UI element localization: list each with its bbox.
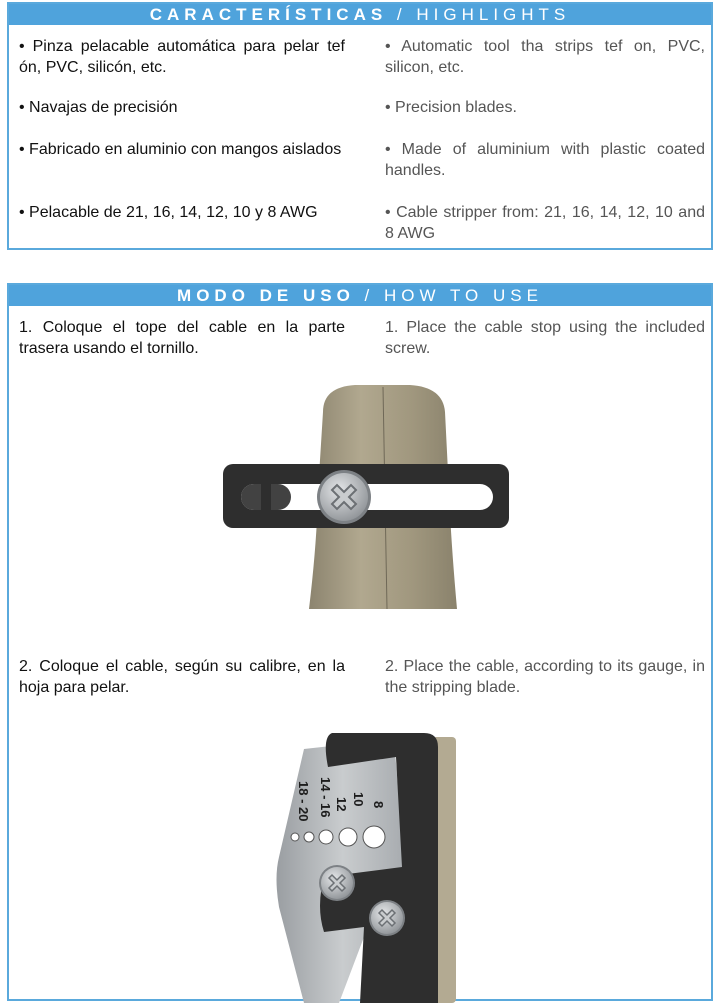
highlight-es: • Pinza pelacable automática para pelar tef ón, PVC, silicón, etc. (19, 38, 345, 76)
screw-icon (319, 865, 355, 901)
gauge-label: 14 - 16 (318, 777, 333, 818)
highlights-heading-es: CARACTERÍSTICAS (149, 5, 388, 24)
highlights-heading (9, 4, 711, 25)
highlight-es: • Fabricado en aluminio con mangos aislados (19, 141, 342, 158)
step-es: 1. Coloque el tope del cable en la parte trasera usando el tornillo. (19, 319, 345, 357)
heading-separator: / (354, 286, 384, 305)
stripping-blade-illustration (264, 727, 464, 1003)
step-en: 2. Place the cable, according to its gauge, in the stripping blade. (385, 658, 705, 696)
screw-icon (317, 470, 371, 524)
highlight-es: • Pelacable de 21, 16, 14, 12, 10 y 8 AWG (19, 204, 318, 221)
how-to-use-section (7, 283, 713, 1001)
highlight-en: • Precision blades. (385, 99, 517, 116)
screw-icon (369, 900, 405, 936)
highlight-en: • Cable stripper from: 21, 16, 14, 12, 10 and 8 AWG (385, 204, 705, 242)
gauge-label: 10 (351, 792, 366, 807)
how-to-use-heading (9, 285, 711, 306)
cable-stop-illustration (205, 382, 517, 612)
step-en: 1. Place the cable stop using the included screw. (385, 319, 705, 357)
highlight-es: • Navajas de precisión (19, 99, 178, 116)
gauge-label: 8 (371, 801, 386, 809)
how-to-use-heading-es: MODO DE USO (177, 286, 355, 305)
how-to-use-heading-en: HOW TO USE (384, 286, 543, 305)
highlights-heading-en: HIGHLIGHTS (416, 5, 571, 24)
gauge-label: 18 - 20 (296, 781, 311, 822)
gauge-label: 12 (334, 797, 349, 812)
highlights-section (7, 2, 713, 250)
heading-separator: / (387, 5, 417, 24)
highlight-en: • Made of aluminium with plastic coated handles. (385, 141, 705, 179)
step-es: 2. Coloque el cable, según su calibre, en la hoja para pelar. (19, 658, 345, 696)
highlight-en: • Automatic tool tha strips tef on, PVC, silicon, etc. (385, 38, 705, 76)
